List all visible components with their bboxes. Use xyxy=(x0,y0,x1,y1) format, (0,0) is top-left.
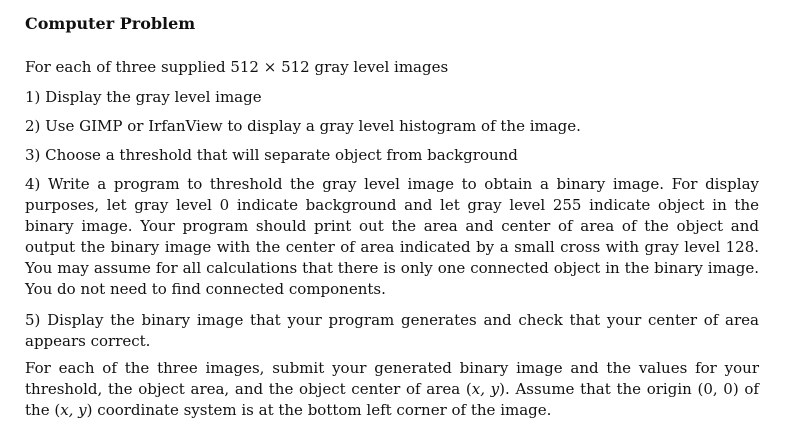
document-title: Computer Problem xyxy=(25,14,196,33)
step-4: 4) Write a program to threshold the gray level image to obtain a binary image. For display purposes, let gray level 0 indicate background and let gray level 255 indicate object in the binary image. Your program should print out the area and center of area of the object and output the binary image with the center of area indicated by a small cross with gray level 128. You may assume for all calculations that there is only one connected object in the binary image. You do not need to find connected components. xyxy=(25,175,759,298)
step-2: 2) Use GIMP or IrfanView to display a gray level histogram of the image. xyxy=(25,117,581,135)
intro-paragraph: For each of three supplied 512 × 512 gray level images xyxy=(25,58,449,76)
coordinate-math-1: x, y xyxy=(471,380,500,398)
coordinate-math-2: x, y xyxy=(60,401,87,419)
submission-text-1: For each of the three images, submit your generated binary image and the values for your threshold, the object area, and the object center of area ( xyxy=(25,359,759,398)
step-3: 3) Choose a threshold that will separate object from background xyxy=(25,146,518,164)
step-1: 1) Display the gray level image xyxy=(25,88,262,106)
submission-text-3: ) coordinate system is at the bottom left corner of the image. xyxy=(86,401,552,419)
submission-text-2: ). Assume that the origin (0, 0) of the ( xyxy=(25,380,759,419)
submission-paragraph xyxy=(25,358,759,421)
step-5: 5) Display the binary image that your program generates and check that your center of area appears correct. xyxy=(25,311,759,350)
